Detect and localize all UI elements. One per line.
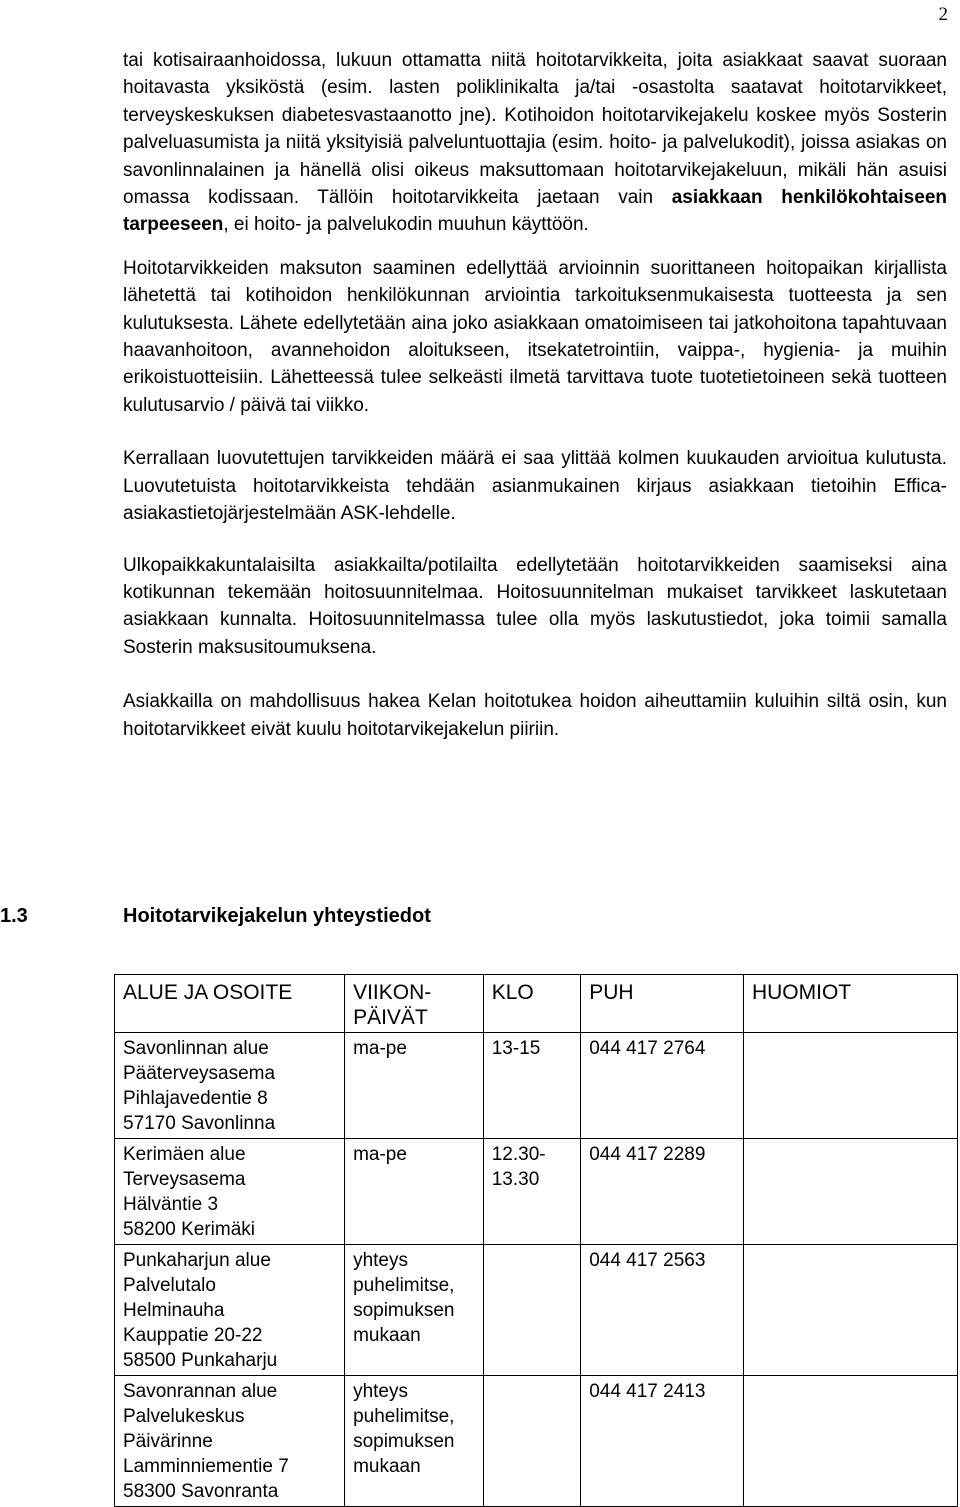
- paragraph-kela-support: Asiakkailla on mahdollisuus hakea Kelan hoitotukea hoidon aiheuttamiin kuluihin siltä osin, kun hoitotarvikkeet eivät kuulu hoitotarvikejakelun piiriin.: [123, 691, 947, 740]
- cell-time-line: 12.30-: [491, 1144, 546, 1165]
- table-row: [115, 1245, 958, 1376]
- table-row: [115, 1139, 958, 1245]
- header-area: ALUE JA OSOITE: [115, 975, 345, 1033]
- cell-area-line: 58200 Kerimäki: [123, 1219, 256, 1240]
- cell-phone: [581, 1139, 744, 1245]
- cell-days: [345, 1033, 484, 1139]
- cell-area-line: Pääterveysasema: [123, 1063, 276, 1084]
- table-body: [115, 1033, 958, 1507]
- table-row: [115, 1033, 958, 1139]
- cell-area-line: Palvelutalo: [123, 1275, 216, 1296]
- cell-area-line: 57170 Savonlinna: [123, 1113, 276, 1134]
- header-time: KLO: [483, 975, 580, 1033]
- paragraph-quantity-limit: Kerrallaan luovutettujen tarvikkeiden määrä ei saa ylittää kolmen kuukauden arvioitua kulutusta. Luovutetuista hoitotarvikkeista tehdään asianmukainen kirjaus asiakkaan tietoihin Effica-asiakastietojärjestelmään ASK-lehdelle.: [123, 448, 947, 525]
- cell-area-line: Pihlajavedentie 8: [123, 1088, 268, 1109]
- header-note: HUOMIOT: [743, 975, 957, 1033]
- cell-time: [483, 1139, 580, 1245]
- cell-phone: [581, 1033, 744, 1139]
- cell-area-line: Kerimäen alue: [123, 1144, 246, 1165]
- cell-time: [483, 1033, 580, 1139]
- cell-area-line: Terveysasema: [123, 1169, 246, 1190]
- cell-days: [345, 1139, 484, 1245]
- cell-phone-line: 044 417 2563: [589, 1250, 706, 1271]
- cell-area-line: Palvelukeskus: [123, 1406, 245, 1427]
- cell-area-line: 58300 Savonranta: [123, 1481, 279, 1502]
- cell-days: [345, 1245, 484, 1376]
- header-days: [345, 975, 484, 1033]
- section-number: 1.3: [0, 905, 28, 927]
- cell-area-line: 58500 Punkaharju: [123, 1350, 278, 1371]
- paragraph-referral-requirement: Hoitotarvikkeiden maksuton saaminen edellyttää arvioinnin suorittaneen hoitopaikan kirjallista lähetettä tai kotihoidon henkilökunnan arviointia tarkoituksenmukaisesta tuotteesta ja sen kulutuksesta. Lähete edellytetään aina joko asiakkaan omatoimiseen tai jatkohoitona tapahtuvaan haavanhoitoon, avannehoidon aloitukseen, itsekatetrointiin, vaippa-, hygienia- ja muihin erikoistuotteisiin. Lähetteessä tulee selkeästi ilmetä tarvittava tuote tuotetietoineen sekä tuotteen kulutusarvio / päivä tai viikko.: [123, 257, 947, 416]
- paragraph-text: , ei hoito- ja palvelukodin muuhun käyttöön.: [223, 214, 589, 236]
- cell-area-line: Punkaharjun alue: [123, 1250, 271, 1271]
- cell-phone: [581, 1245, 744, 1376]
- page-number: 2: [938, 4, 948, 25]
- cell-area-line: Helminauha: [123, 1300, 225, 1321]
- cell-area-line: Savonrannan alue: [123, 1381, 278, 1402]
- cell-days-line: sopimuksen mukaan: [353, 1431, 455, 1477]
- cell-phone-line: 044 417 2764: [589, 1038, 706, 1059]
- cell-days-line: ma-pe: [353, 1038, 407, 1059]
- paragraph-out-of-town-clients: Ulkopaikkakuntalaisilta asiakkailta/potilailta edellytetään hoitotarvikkeiden saamiseksi aina kotikunnan tekemään hoitosuunnitelmaa. Hoitosuunnitelman mukaiset tarvikkeet laskutetaan asiakkaan kunnalta. Hoitosuunnitelmassa tulee olla myös laskutustiedot, joka toimii samalla Sosterin maksusitoumuksena.: [123, 554, 947, 658]
- header-days-line: VIIKON-: [353, 981, 432, 1004]
- emphasis-text: asiakkaan henkilökohtaiseen tarpeeseen: [123, 187, 947, 236]
- cell-area: [115, 1139, 345, 1245]
- cell-note: [743, 1245, 957, 1376]
- contact-table: [114, 974, 958, 1507]
- section-heading: [0, 905, 960, 933]
- cell-phone-line: 044 417 2289: [589, 1144, 706, 1165]
- cell-days-line: yhteys puhelimitse,: [353, 1381, 455, 1427]
- cell-days-line: ma-pe: [353, 1144, 407, 1165]
- header-days-line: PÄIVÄT: [353, 1006, 428, 1029]
- cell-note: [743, 1139, 957, 1245]
- table-header-row: [115, 975, 958, 1033]
- cell-area-line: Savonlinnan alue: [123, 1038, 269, 1059]
- cell-area-line: Hälväntie 3: [123, 1194, 219, 1215]
- cell-days-line: yhteys puhelimitse,: [353, 1250, 455, 1296]
- cell-area: [115, 1245, 345, 1376]
- section-title: Hoitotarvikejakelun yhteystiedot: [123, 905, 431, 927]
- paragraph-distribution-scope: [123, 47, 947, 239]
- cell-area: [115, 1033, 345, 1139]
- body-text: [123, 47, 947, 743]
- cell-area-line: Päivärinne: [123, 1431, 213, 1452]
- cell-phone-line: 044 417 2413: [589, 1381, 706, 1402]
- header-phone: PUH: [581, 975, 744, 1033]
- cell-time-line: 13.30: [491, 1169, 540, 1190]
- cell-note: [743, 1033, 957, 1139]
- cell-days-line: sopimuksen mukaan: [353, 1300, 455, 1346]
- paragraph-text: tai kotisairaanhoidossa, lukuun ottamatta niitä hoitotarvikkeita, joita asiakkaat saavat suoraan hoitavasta yksiköstä (esim. lasten poliklinikalta ja/tai -osastolta saatavat hoitotarvikkeet, terveyskeskuksen diabetesvastaanotto jne). Kotihoidon hoitotarvikejakelu koskee myös Sosterin palveluasumista ja niitä yksityisiä palveluntuottajia (esim. hoito- ja palvelukodit), joissa asiakas on savonlinnalainen ja hänellä olisi oikeus maksuttomaan hoitotarvikejakeluun, mikäli hän asuisi omassa kodissaan. Tällöin hoitotarvikkeita jaetaan vain: [123, 50, 947, 209]
- cell-area-line: Lamminniementie 7: [123, 1456, 289, 1477]
- cell-area-line: Kauppatie 20-22: [123, 1325, 263, 1346]
- cell-time: [483, 1245, 580, 1376]
- cell-time-line: 13-15: [491, 1038, 541, 1059]
